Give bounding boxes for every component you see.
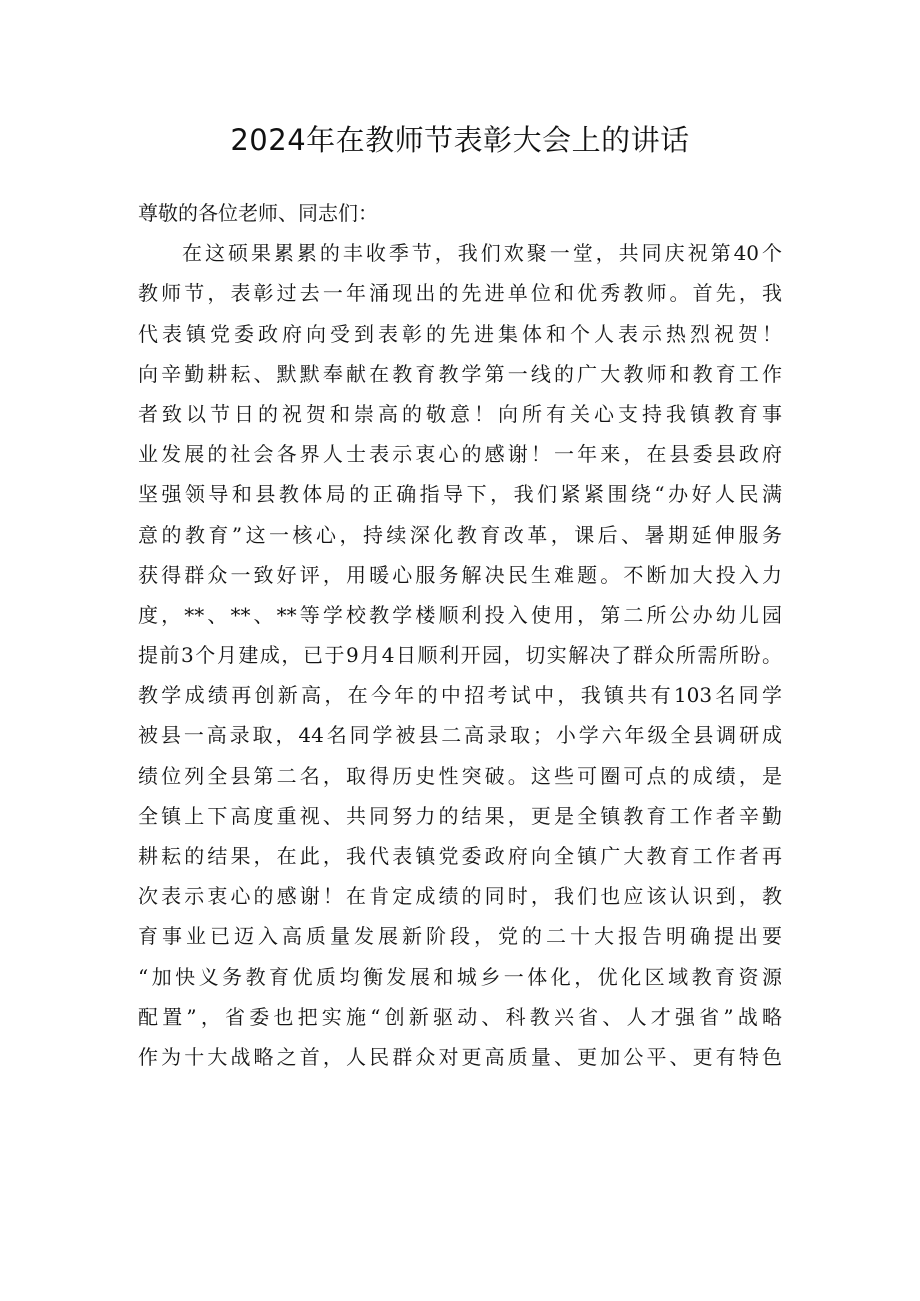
paragraph-line: 度，**、**、**等学校教学楼顺利投入使用，第二所公办幼儿园 [138, 602, 782, 627]
greeting-line: 尊敬的各位老师、同志们： [138, 201, 378, 225]
paragraph-line: 耕耘的结果，在此，我代表镇党委政府向全镇广大教育工作者再 [138, 844, 782, 868]
paragraph-line: 次表示衷心的感谢！在肯定成绩的同时，我们也应该认识到，教 [138, 884, 782, 909]
paragraph-line: 业发展的社会各界人士表示衷心的感谢！一年来，在县委县政府 [138, 442, 782, 467]
paragraph-line: 被县一高录取，44名同学被县二高录取；小学六年级全县调研成 [138, 723, 782, 748]
paragraph-line: “加快义务教育优质均衡发展和城乡一体化，优化区域教育资源 [138, 964, 782, 989]
paragraph-line: 配置”，省委也把实施“创新驱动、科教兴省、人才强省”战略 [138, 1004, 782, 1029]
paragraph-line: 作为十大战略之首，人民群众对更高质量、更加公平、更有特色 [138, 1044, 782, 1069]
document-body [138, 193, 782, 1077]
paragraph-line: 在这硕果累累的丰收季节，我们欢聚一堂，共同庆祝第40个 [182, 241, 782, 266]
paragraph-line: 绩位列全县第二名，取得历史性突破。这些可圈可点的成绩，是 [138, 763, 782, 788]
paragraph-line: 提前3个月建成，已于9月4日顺利开园，切实解决了群众所需所盼。 [138, 643, 782, 668]
paragraph-line: 者致以节日的祝贺和崇高的敬意！向所有关心支持我镇教育事 [138, 401, 782, 426]
paragraph-line: 全镇上下高度重视、共同努力的结果，更是全镇教育工作者辛勤 [138, 803, 782, 828]
paragraph-line: 教师节，表彰过去一年涌现出的先进单位和优秀教师。首先，我 [138, 281, 782, 306]
paragraph-line: 获得群众一致好评，用暖心服务解决民生难题。不断加大投入力 [138, 562, 782, 587]
paragraph-line: 意的教育”这一核心，持续深化教育改革，课后、暑期延伸服务 [138, 522, 782, 547]
paragraph-line: 向辛勤耕耘、默默奉献在教育教学第一线的广大教师和教育工作 [138, 361, 782, 386]
paragraph-line: 育事业已迈入高质量发展新阶段，党的二十大报告明确提出要 [138, 924, 782, 949]
paragraph-line: 教学成绩再创新高，在今年的中招考试中，我镇共有103名同学 [138, 683, 782, 708]
paragraph-line: 代表镇党委政府向受到表彰的先进集体和个人表示热烈祝贺！ [138, 321, 782, 346]
paragraph-line: 坚强领导和县教体局的正确指导下，我们紧紧围绕“办好人民满 [138, 482, 782, 507]
document-title: 2024年在教师节表彰大会上的讲话 [230, 123, 690, 157]
